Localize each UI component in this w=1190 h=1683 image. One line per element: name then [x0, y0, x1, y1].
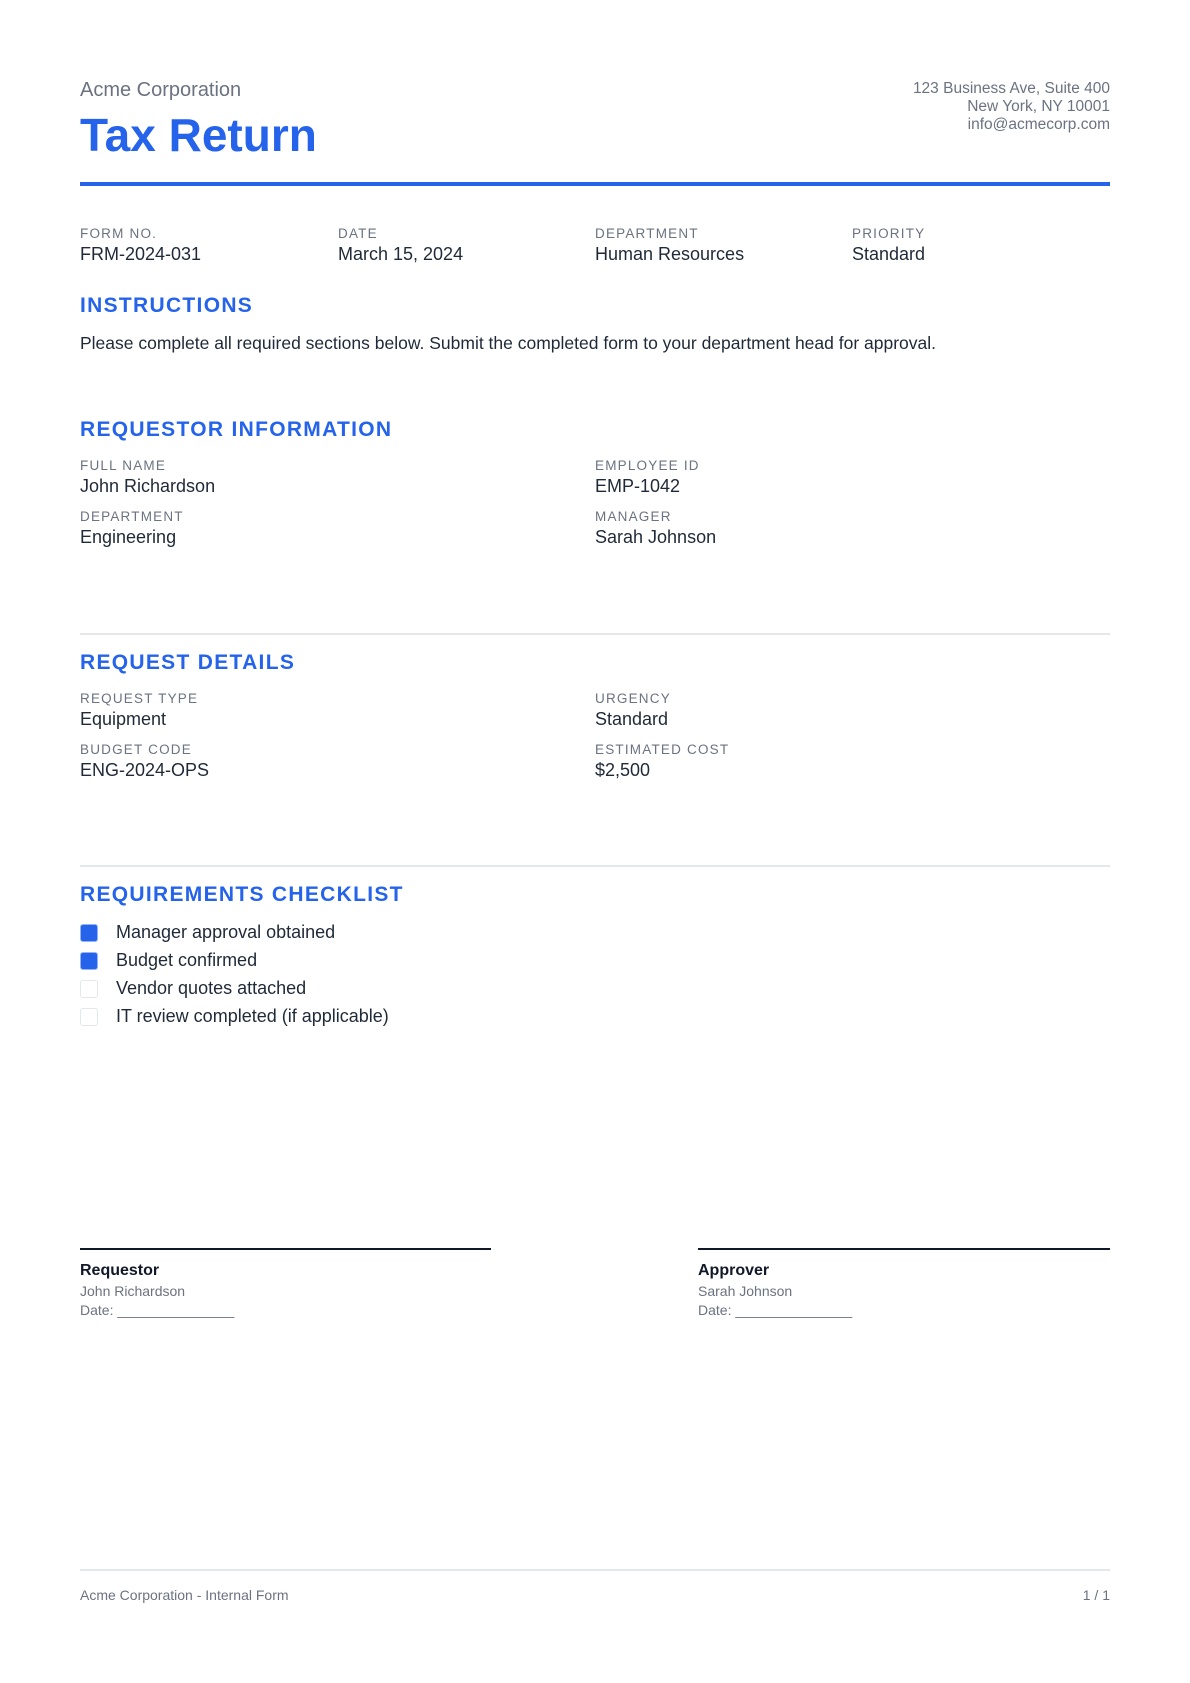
field-label: REQUEST TYPE: [80, 691, 199, 706]
field-value: Human Resources: [595, 244, 745, 264]
instructions-text: Please complete all required sections below. Submit the completed form to your department head for approval.: [80, 333, 937, 353]
field-value: Standard: [852, 244, 926, 264]
field-value: $2,500: [595, 760, 651, 780]
field-estimated-cost: [595, 742, 729, 781]
field-label: URGENCY: [595, 691, 671, 706]
signature-line-approver: [698, 1248, 1110, 1250]
field-label: DATE: [338, 226, 378, 241]
page-number: 1 / 1: [1082, 1587, 1110, 1603]
header-rule: [80, 182, 1110, 186]
field-manager: [595, 509, 716, 548]
page-title: Tax Return: [80, 109, 317, 161]
checkbox-label: IT review completed (if applicable): [116, 1006, 389, 1026]
field-department: [80, 509, 184, 548]
footer-text: Acme Corporation - Internal Form: [80, 1587, 289, 1603]
checkbox-label: Vendor quotes attached: [116, 978, 307, 998]
signature-block-approver: [698, 1262, 852, 1318]
field-value: Engineering: [80, 527, 177, 547]
field-label: ESTIMATED COST: [595, 742, 730, 757]
address-line: 123 Business Ave, Suite 400: [912, 80, 1110, 97]
field-budget-code: [80, 742, 209, 781]
footer-divider: [80, 1569, 1110, 1571]
section-heading-requestor: REQUESTOR INFORMATION: [80, 418, 393, 441]
checkbox-vendor-quotes[interactable]: [80, 980, 98, 998]
signature-line-requestor: [80, 1248, 491, 1250]
signature-role: Approver: [698, 1262, 770, 1279]
field-label: EMPLOYEE ID: [595, 458, 700, 473]
meta-form-no: [80, 226, 201, 265]
checkbox-label: Manager approval obtained: [116, 922, 336, 942]
section-divider: [80, 633, 1110, 635]
address-line: New York, NY 10001: [967, 98, 1110, 115]
field-label: FORM NO.: [80, 226, 158, 241]
field-label: BUDGET CODE: [80, 742, 192, 757]
signature-date: Date: _______________: [80, 1302, 235, 1318]
field-value: EMP-1042: [595, 476, 681, 496]
signature-name: John Richardson: [80, 1283, 186, 1299]
field-value: Standard: [595, 709, 669, 729]
checkbox-manager-approval[interactable]: [80, 924, 98, 942]
checkbox-label: Budget confirmed: [116, 950, 258, 970]
field-label: FULL NAME: [80, 458, 167, 473]
signature-block-requestor: [80, 1262, 234, 1318]
checkbox-budget-confirmed[interactable]: [80, 952, 98, 970]
section-heading-instructions: INSTRUCTIONS: [80, 294, 254, 317]
field-value: ENG-2024-OPS: [80, 760, 210, 780]
field-label: PRIORITY: [852, 226, 926, 241]
email-line: info@acmecorp.com: [967, 116, 1110, 133]
company-name: Acme Corporation: [80, 79, 242, 101]
meta-date: [338, 226, 463, 265]
field-value: March 15, 2024: [338, 244, 464, 264]
section-divider: [80, 865, 1110, 867]
section-heading-checklist: REQUIREMENTS CHECKLIST: [80, 883, 404, 906]
meta-department: [595, 226, 744, 265]
field-request-type: [80, 691, 198, 730]
section-heading-details: REQUEST DETAILS: [80, 651, 296, 674]
field-label: DEPARTMENT: [80, 509, 184, 524]
meta-priority: [852, 226, 925, 265]
field-urgency: [595, 691, 671, 730]
field-label: MANAGER: [595, 509, 672, 524]
field-value: Sarah Johnson: [595, 527, 717, 547]
field-label: DEPARTMENT: [595, 226, 699, 241]
field-full-name: [80, 458, 215, 497]
company-address: [913, 80, 1110, 134]
signature-name: Sarah Johnson: [698, 1283, 793, 1299]
field-value: FRM-2024-031: [80, 244, 202, 264]
signature-role: Requestor: [80, 1262, 160, 1279]
field-value: John Richardson: [80, 476, 216, 496]
field-employee-id: [595, 458, 700, 497]
signature-date: Date: _______________: [698, 1302, 853, 1318]
checkbox-it-review[interactable]: [80, 1008, 98, 1026]
field-value: Equipment: [80, 709, 167, 729]
